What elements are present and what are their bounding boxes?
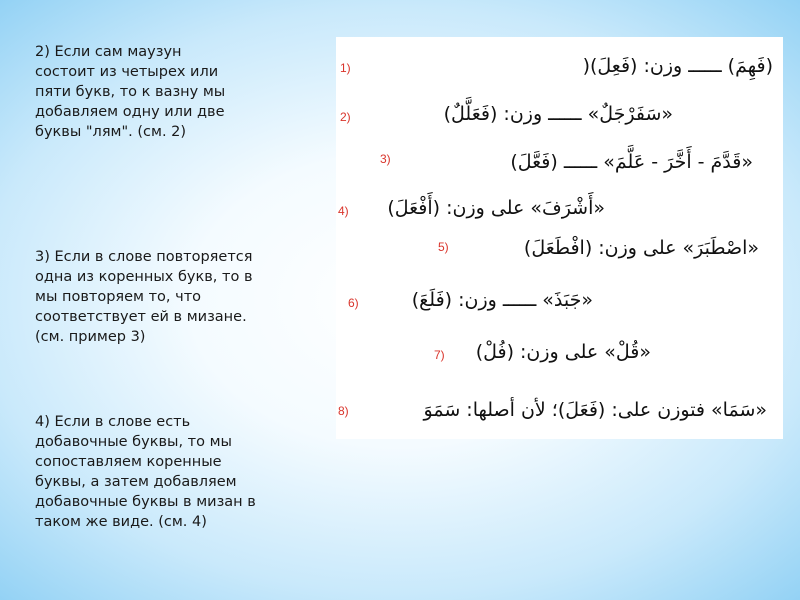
example-arabic: «قَدَّمَ - أَخَّرَ - عَلَّمَ» ــــــ (فَعَّلَ) xyxy=(510,151,753,173)
example-row-3 xyxy=(336,147,783,187)
example-number: 2) xyxy=(340,110,351,124)
example-number: 5) xyxy=(438,240,449,254)
example-row-4 xyxy=(336,193,783,233)
rule-4-text: 4) Если в слове есть добавочные буквы, то мы сопоставляем коренные буквы, а затем добавляем добавочные буквы в мизан в таком же виде. (см. 4) xyxy=(35,414,256,530)
example-number: 8) xyxy=(338,404,349,418)
example-row-6 xyxy=(336,285,783,325)
example-row-7 xyxy=(336,337,783,377)
example-number: 6) xyxy=(348,296,359,310)
example-row-2 xyxy=(336,99,783,139)
example-arabic: (فَهِمَ) ــــــ وزن: (فَعِلَ)( xyxy=(582,55,773,77)
example-number: 7) xyxy=(434,348,445,362)
rule-2-text: 2) Если сам маузун состоит из четырех или пяти букв, то к вазну мы добавляем одну или две буквы "лям". (см. 2) xyxy=(35,44,226,140)
rule-3-text: 3) Если в слове повторяется одна из коренных букв, то в мы повторяем то, что соответствует ей в мизане. (см. пример 3) xyxy=(35,249,253,345)
example-arabic: «اصْطَبَرَ» على وزن: (افْطَعَلَ) xyxy=(523,237,759,259)
example-arabic: «قُلْ» على وزن: (فُلْ) xyxy=(475,341,651,363)
example-arabic: «أَشْرَفَ» على وزن: (أَفْعَلَ) xyxy=(387,197,605,219)
example-number: 4) xyxy=(338,204,349,218)
example-row-5 xyxy=(336,233,783,273)
example-arabic: «جَبَذَ» ــــــ وزن: (فَلَعَ) xyxy=(411,289,593,311)
example-number: 1) xyxy=(340,61,351,75)
example-number: 3) xyxy=(380,152,391,166)
example-arabic: «سَمَا» فتوزن على: (فَعَلَ)؛ لأن أصلها: سَمَوَ xyxy=(423,399,767,421)
example-row-1 xyxy=(336,51,783,91)
example-row-8 xyxy=(336,395,783,435)
examples-panel xyxy=(336,37,783,439)
example-arabic: «سَفَرْجَلٌ» ــــــ وزن: (فَعَلَّلٌ) xyxy=(443,103,673,125)
